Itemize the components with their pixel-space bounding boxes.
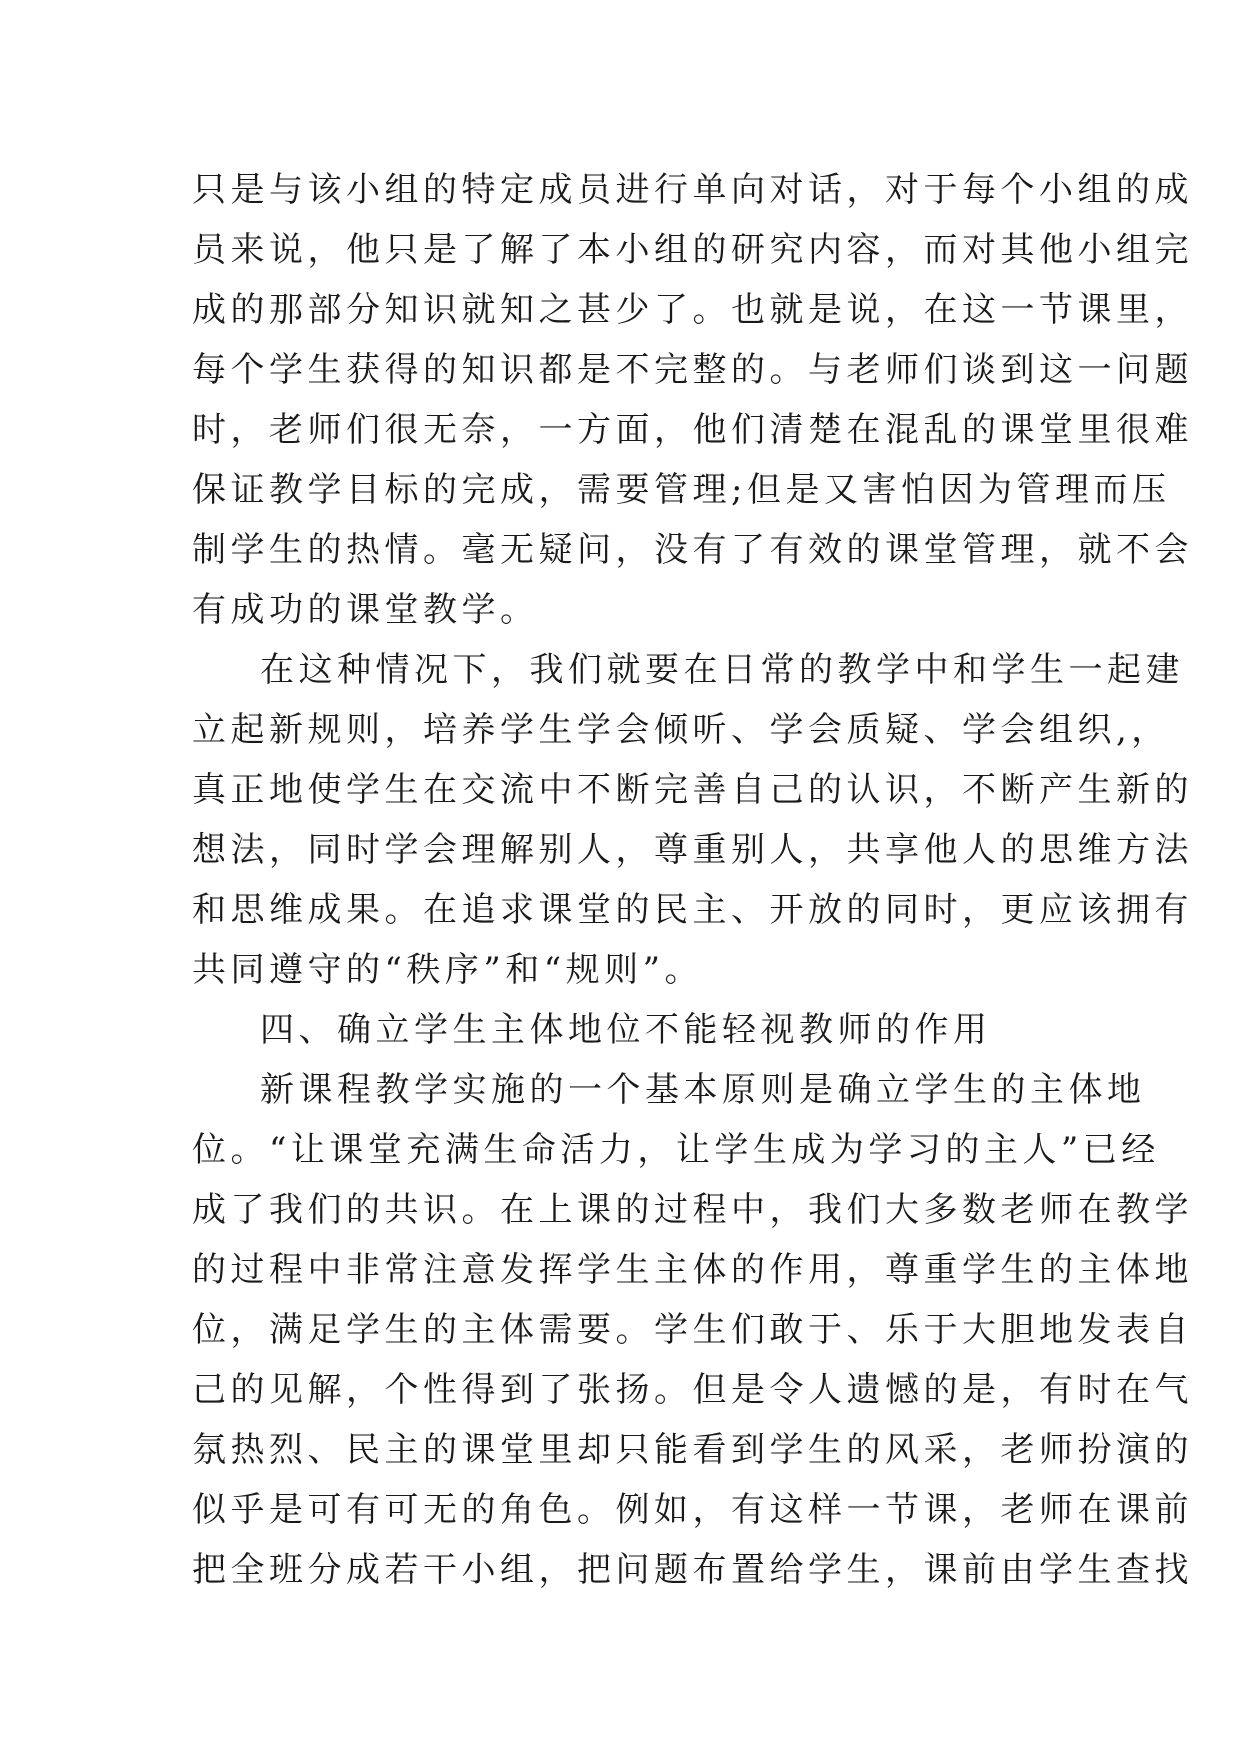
- text-line: 把全班分成若干小组，把问题布置给学生，课前由学生查找: [192, 1550, 1193, 1590]
- body-text: [192, 160, 1193, 1600]
- text-line: 位，满足学生的主体需要。学生们敢于、乐于大胆地发表自: [192, 1310, 1193, 1350]
- text-line: 有成功的课堂教学。: [192, 590, 539, 630]
- text-line: 己的见解，个性得到了张扬。但是令人遗憾的是，有时在气: [192, 1370, 1193, 1410]
- paragraph-start-line: 在这种情况下，我们就要在日常的教学中和学生一起建: [260, 650, 1184, 690]
- text-line: 共同遵守的“秩序”和“规则”。: [192, 950, 704, 990]
- section-heading: 四、确立学生主体地位不能轻视教师的作用: [260, 1010, 992, 1050]
- text-line: 保证教学目标的完成，需要管理;但是又害怕因为管理而压: [192, 470, 1171, 510]
- text-line: 时，老师们很无奈，一方面，他们清楚在混乱的课堂里很难: [192, 410, 1193, 450]
- text-line: 氛热烈、民主的课堂里却只能看到学生的风采，老师扮演的: [192, 1430, 1193, 1470]
- paragraph-start-line: 新课程教学实施的一个基本原则是确立学生的主体地: [260, 1070, 1146, 1110]
- text-line: 的过程中非常注意发挥学生主体的作用，尊重学生的主体地: [192, 1250, 1193, 1290]
- text-line: 和思维成果。在追求课堂的民主、开放的同时，更应该拥有: [192, 890, 1193, 930]
- text-line: 似乎是可有可无的角色。例如，有这样一节课，老师在课前: [192, 1490, 1193, 1530]
- text-line: 立起新规则，培养学生学会倾听、学会质疑、学会组织,，: [192, 710, 1170, 750]
- text-line: 成的那部分知识就知之甚少了。也就是说，在这一节课里，: [192, 290, 1193, 330]
- text-line: 每个学生获得的知识都是不完整的。与老师们谈到这一问题: [192, 350, 1193, 390]
- text-line: 制学生的热情。毫无疑问，没有了有效的课堂管理，就不会: [192, 530, 1193, 570]
- text-line: 真正地使学生在交流中不断完善自己的认识，不断产生新的: [192, 770, 1193, 810]
- text-line: 员来说，他只是了解了本小组的研究内容，而对其他小组完: [192, 230, 1193, 270]
- text-line: 只是与该小组的特定成员进行单向对话，对于每个小组的成: [192, 170, 1193, 210]
- text-line: 位。“让课堂充满生命活力，让学生成为学习的主人”已经: [192, 1130, 1160, 1170]
- text-line: 成了我们的共识。在上课的过程中，我们大多数老师在教学: [192, 1190, 1193, 1230]
- text-line: 想法，同时学会理解别人，尊重别人，共享他人的思维方法: [192, 830, 1193, 870]
